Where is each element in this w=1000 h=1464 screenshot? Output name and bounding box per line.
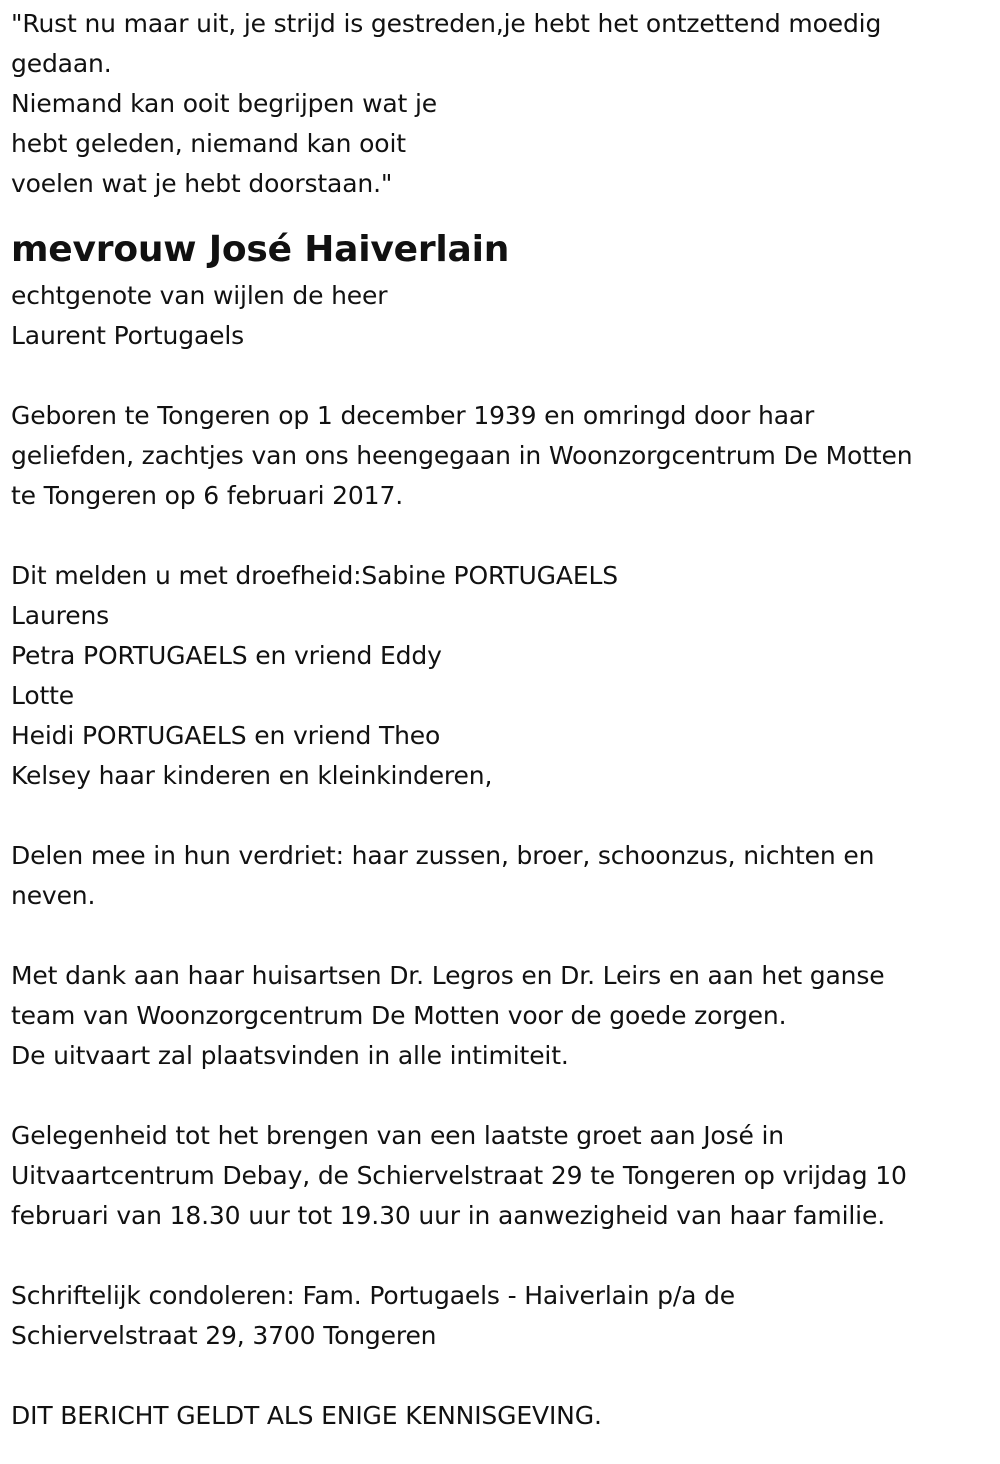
sharing-block	[11, 836, 988, 916]
birth-death-line: Geboren te Tongeren op 1 december 1939 en omringd door haar	[11, 401, 815, 430]
spacer	[11, 1356, 988, 1396]
birth-death-line: te Tongeren op 6 februari 2017.	[11, 481, 403, 510]
spacer	[11, 796, 988, 836]
spacer	[11, 1236, 988, 1276]
relation-line: echtgenote van wijlen de heer	[11, 281, 388, 310]
farewell-block	[11, 1116, 988, 1236]
thanks-line: De uitvaart zal plaatsvinden in alle intimiteit.	[11, 1041, 569, 1070]
relation-line: Laurent Portugaels	[11, 321, 245, 350]
birth-death-block	[11, 396, 988, 516]
quote-line: voelen wat je hebt doorstaan."	[11, 169, 393, 198]
announcer-line: Petra PORTUGAELS en vriend Eddy	[11, 641, 442, 670]
sharing-line: Delen mee in hun verdriet: haar zussen, broer, schoonzus, nichten en	[11, 841, 875, 870]
announcer-line: Dit melden u met droefheid:Sabine PORTUGAELS	[11, 561, 618, 590]
condolences-line: Schriftelijk condoleren: Fam. Portugaels - Haiverlain p/a de	[11, 1281, 736, 1310]
announcer-line: Laurens	[11, 601, 110, 630]
condolences-block	[11, 1276, 988, 1356]
announcer-line: Lotte	[11, 681, 75, 710]
announcer-line: Kelsey haar kinderen en kleinkinderen,	[11, 761, 493, 790]
notice-block	[11, 1396, 988, 1436]
quote-line: gedaan.	[11, 49, 112, 78]
announcer-line: Heidi PORTUGAELS en vriend Theo	[11, 721, 441, 750]
quote-line: Niemand kan ooit begrijpen wat je	[11, 89, 438, 118]
farewell-line: Uitvaartcentrum Debay, de Schiervelstraat 29 te Tongeren op vrijdag 10	[11, 1161, 907, 1190]
spacer	[11, 516, 988, 556]
spacer	[11, 916, 988, 956]
farewell-line: februari van 18.30 uur tot 19.30 uur in aanwezigheid van haar familie.	[11, 1201, 886, 1230]
birth-death-line: geliefden, zachtjes van ons heengegaan in Woonzorgcentrum De Motten	[11, 441, 913, 470]
quote-line: hebt geleden, niemand kan ooit	[11, 129, 406, 158]
condolences-line: Schiervelstraat 29, 3700 Tongeren	[11, 1321, 437, 1350]
thanks-line: Met dank aan haar huisartsen Dr. Legros en Dr. Leirs en aan het ganse	[11, 961, 885, 990]
farewell-line: Gelegenheid tot het brengen van een laatste groet aan José in	[11, 1121, 784, 1150]
notice-text: DIT BERICHT GELDT ALS ENIGE KENNISGEVING.	[11, 1401, 602, 1430]
sharing-line: neven.	[11, 881, 96, 910]
thanks-block	[11, 956, 988, 1076]
relation-block	[11, 276, 988, 356]
thanks-line: team van Woonzorgcentrum De Motten voor de goede zorgen.	[11, 1001, 787, 1030]
quote-block	[11, 4, 988, 204]
deceased-name: mevrouw José Haiverlain	[11, 229, 510, 270]
announcers-block	[11, 556, 988, 796]
spacer	[11, 356, 988, 396]
spacer	[11, 1076, 988, 1116]
quote-line: "Rust nu maar uit, je strijd is gestreden,je hebt het ontzettend moedig	[11, 9, 882, 38]
